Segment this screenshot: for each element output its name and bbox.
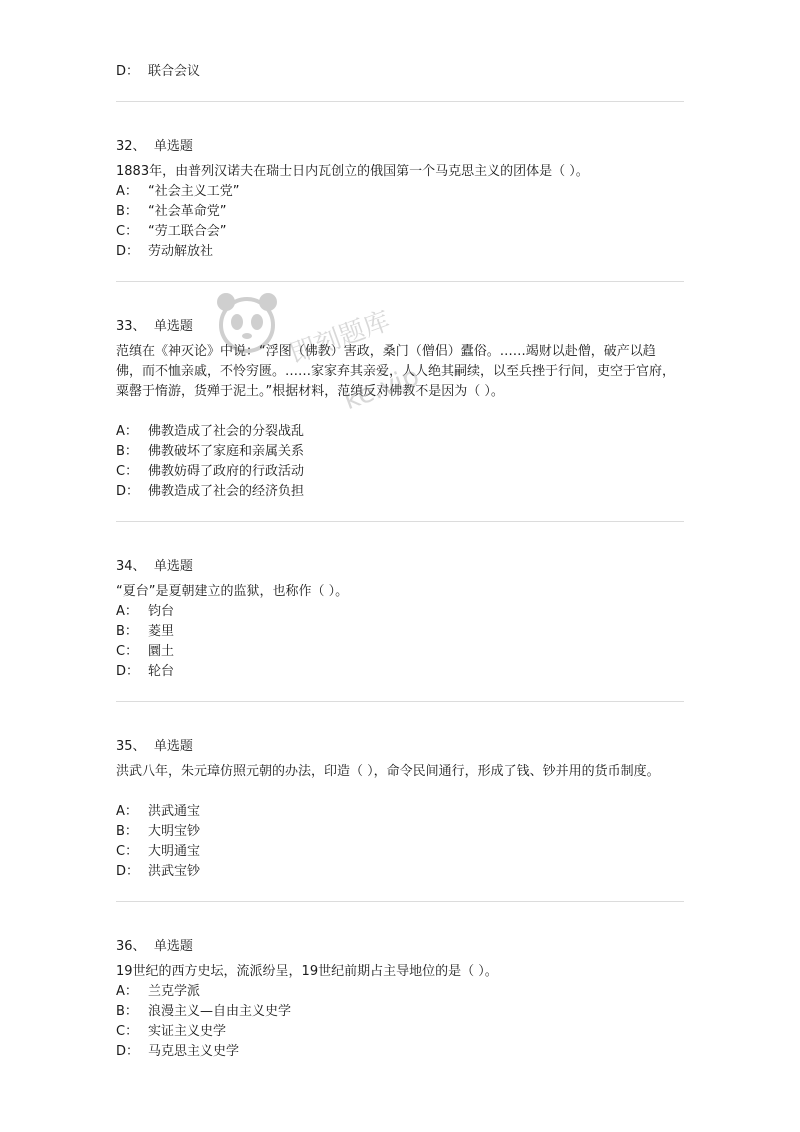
option-a	[116, 602, 174, 622]
option-a	[116, 182, 239, 202]
question-number: 33、	[116, 319, 146, 334]
question-header	[116, 557, 193, 577]
option-text: 浪漫主义—自由主义史学	[148, 1004, 292, 1019]
question-header	[116, 317, 193, 337]
option-c	[116, 842, 200, 862]
option-text: 菱里	[148, 624, 175, 639]
option-letter: D：	[116, 244, 140, 259]
option-text: 大明宝钞	[148, 824, 201, 839]
question-header	[116, 937, 193, 957]
option-letter: A：	[116, 184, 138, 199]
option-text: 马克思主义史学	[148, 1044, 240, 1059]
option-d	[116, 1042, 239, 1062]
option-c	[116, 1022, 226, 1042]
option-d	[116, 482, 304, 502]
option-letter: C：	[116, 224, 139, 239]
prev-option-d	[116, 62, 200, 82]
question-type: 单选题	[153, 139, 193, 154]
option-text: 钧台	[148, 604, 175, 619]
separator	[116, 101, 684, 102]
question-stem: 范缜在《神灭论》中说：“浮图（佛教）害政，桑门（僧侣）蠹俗。……竭财以赴僧，破产以趋佛，而不恤亲戚，不怜穷匮。……家家弃其亲爱，人人绝其嗣续，以至兵挫于行间，吏空于官府，粟罄于惰游，货殚于泥土。”根据材料，范缜反对佛教不是因为（ ）。	[116, 344, 676, 399]
option-text: 兰克学派	[148, 984, 201, 999]
option-d	[116, 242, 213, 262]
option-letter: B：	[116, 444, 138, 459]
option-d	[116, 862, 200, 882]
option-b	[116, 822, 200, 842]
option-text: “社会革命党”	[148, 204, 227, 219]
question-type: 单选题	[153, 559, 193, 574]
watermark-text: ke.vip	[340, 361, 424, 417]
option-letter: A：	[116, 604, 138, 619]
question-stem: “夏台”是夏朝建立的监狱，也称作（ ）。	[116, 584, 349, 599]
option-letter: A：	[116, 984, 138, 999]
option-letter: D：	[116, 1044, 140, 1059]
question-header	[116, 137, 193, 157]
option-d	[116, 662, 174, 682]
question-type: 单选题	[153, 739, 193, 754]
option-letter: D：	[116, 864, 140, 879]
option-text: 联合会议	[148, 64, 201, 79]
option-letter: C：	[116, 844, 139, 859]
question-number: 34、	[116, 559, 146, 574]
option-b	[116, 202, 226, 222]
option-text: 佛教造成了社会的经济负担	[148, 484, 305, 499]
separator	[116, 901, 684, 902]
option-text: 佛教妨碍了政府的行政活动	[148, 464, 305, 479]
option-letter: C：	[116, 464, 139, 479]
option-letter: B：	[116, 204, 138, 219]
option-c	[116, 642, 174, 662]
option-text: 劳动解放社	[148, 244, 214, 259]
separator	[116, 521, 684, 522]
question-number: 35、	[116, 739, 146, 754]
option-c	[116, 462, 304, 482]
option-text: 大明通宝	[148, 844, 201, 859]
question-stem: 19世纪的西方史坛，流派纷呈，19世纪前期占主导地位的是（ ）。	[116, 964, 498, 979]
watermark-text: 即刻题库	[286, 306, 395, 370]
question-number: 36、	[116, 939, 146, 954]
option-letter: C：	[116, 1024, 139, 1039]
option-text: 洪武宝钞	[148, 864, 201, 879]
option-text: 洪武通宝	[148, 804, 201, 819]
option-b	[116, 1002, 291, 1022]
question-stem: 洪武八年，朱元璋仿照元朝的办法，印造（ ），命令民间通行，形成了钱、钞并用的货币制度。	[116, 764, 660, 779]
option-letter: D：	[116, 664, 140, 679]
question-header	[116, 737, 193, 757]
option-text: 实证主义史学	[148, 1024, 227, 1039]
option-a	[116, 422, 304, 442]
option-text: “劳工联合会”	[148, 224, 227, 239]
option-c	[116, 222, 226, 242]
option-text: 佛教造成了社会的分裂战乱	[148, 424, 305, 439]
option-letter: B：	[116, 624, 138, 639]
separator	[116, 701, 684, 702]
question-type: 单选题	[153, 319, 193, 334]
option-letter: A：	[116, 424, 138, 439]
option-letter: D：	[116, 484, 140, 499]
option-text: 佛教破坏了家庭和亲属关系	[148, 444, 305, 459]
option-a	[116, 802, 200, 822]
option-letter: D：	[116, 64, 140, 79]
option-b	[116, 622, 174, 642]
option-letter: B：	[116, 1004, 138, 1019]
question-number: 32、	[116, 139, 146, 154]
option-text: “社会主义工党”	[148, 184, 240, 199]
separator	[116, 281, 684, 282]
option-b	[116, 442, 304, 462]
option-letter: A：	[116, 804, 138, 819]
option-text: 轮台	[148, 664, 175, 679]
question-stem: 1883年，由普列汉诺夫在瑞士日内瓦创立的俄国第一个马克思主义的团体是（ ）。	[116, 164, 589, 179]
option-letter: C：	[116, 644, 139, 659]
option-text: 圜土	[148, 644, 175, 659]
question-type: 单选题	[153, 939, 193, 954]
option-a	[116, 982, 200, 1002]
option-letter: B：	[116, 824, 138, 839]
